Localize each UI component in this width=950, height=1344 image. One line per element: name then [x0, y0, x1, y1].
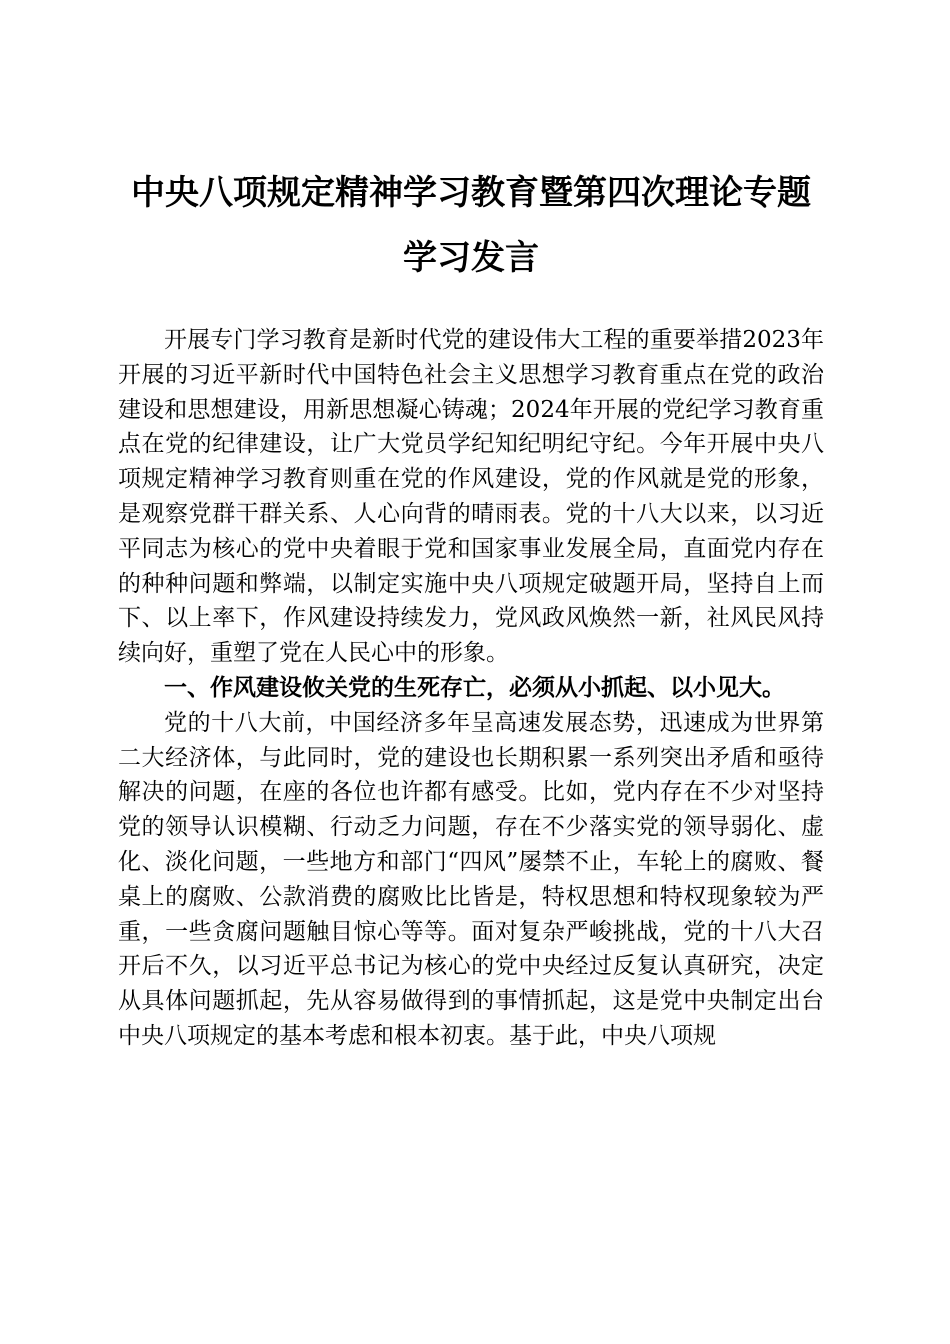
- document-title: [118, 166, 824, 285]
- document-title-line-1: 中央八项规定精神学习教育暨第四次理论专题: [131, 173, 811, 213]
- paragraph-section-1: 党的十八大前，中国经济多年呈高速发展态势，迅速成为世界第二大经济体，与此同时，党的建设也长期积累一系列突出矛盾和亟待解决的问题，在座的各位也许都有感受。比如，党内存在不少对坚持党的领导认识模糊、行动乏力问题，存在不少落实党的领导弱化、虚化、淡化问题，一些地方和部门“四风”屡禁不止，车轮上的腐败、餐桌上的腐败、公款消费的腐败比比皆是，特权思想和特权现象较为严重，一些贪腐问题触目惊心等等。面对复杂严峻挑战，党的十八大召开后不久，以习近平总书记为核心的党中央经过反复认真研究，决定从具体问题抓起，先从容易做得到的事情抓起，这是党中央制定出台中央八项规定的基本考虑和根本初衷。基于此，中央八项规: [118, 709, 824, 1049]
- paragraph-intro: 开展专门学习教育是新时代党的建设伟大工程的重要举措2023年开展的习近平新时代中国特色社会主义思想学习教育重点在党的政治建设和思想建设，用新思想凝心铸魂；2024年开展的党纪学习教育重点在党的纪律建设，让广大党员学纪知纪明纪守纪。今年开展中央八项规定精神学习教育则重在党的作风建设，党的作风就是党的形象，是观察党群干群关系、人心向背的晴雨表。党的十八大以来，以习近平同志为核心的党中央着眼于党和国家事业发展全局，直面党内存在的种种问题和弊端，以制定实施中央八项规定破题开局，坚持自上而下、以上率下，作风建设持续发力，党风政风焕然一新，社风民风持续向好，重塑了党在人民心中的形象。: [118, 327, 824, 667]
- document-title-line-2: 学习发言: [403, 238, 539, 278]
- document-page: [118, 166, 824, 1054]
- section-heading-1: 一、作风建设攸关党的生死存亡，必须从小抓起、以小见大。: [164, 674, 785, 701]
- document-body: [118, 323, 824, 1054]
